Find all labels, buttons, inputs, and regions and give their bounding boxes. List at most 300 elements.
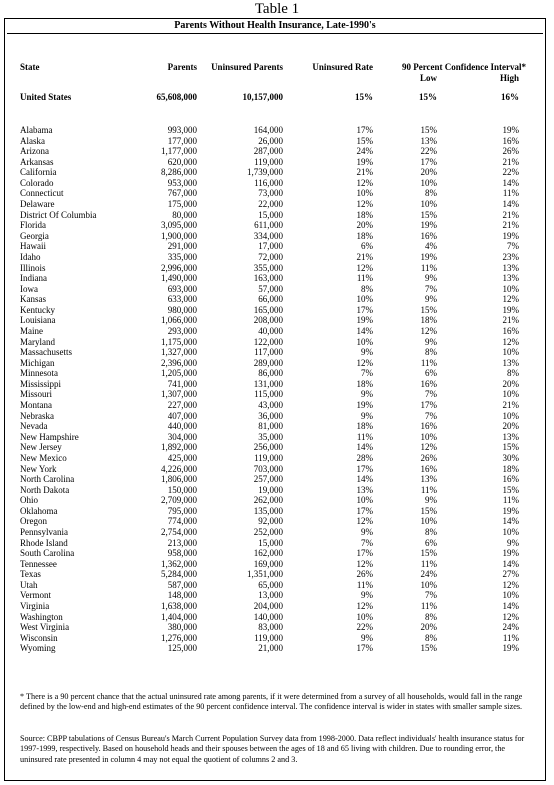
cell-uninsured: 131,000 (253, 378, 283, 389)
cell-low: 12% (420, 325, 437, 336)
cell-state: Texas (20, 569, 41, 580)
cell-high: 11% (502, 632, 519, 643)
cell-low: 15% (420, 304, 437, 315)
cell-high: 30% (502, 452, 519, 463)
cell-parents: 1,177,000 (161, 146, 197, 157)
cell-low: 17% (420, 156, 437, 167)
cell-state: Kansas (20, 294, 46, 305)
cell-uninsured: 15,000 (258, 537, 283, 548)
cell-uninsured: 65,000 (258, 579, 283, 590)
cell-parents: 150,000 (167, 484, 197, 495)
cell-high: 22% (502, 167, 519, 178)
cell-state: Oregon (20, 516, 47, 527)
cell-state: Nevada (20, 421, 48, 432)
table-row (5, 252, 545, 263)
cell-parents: 1,362,000 (161, 558, 197, 569)
header-low: Low (419, 73, 437, 83)
cell-high: 8% (507, 368, 519, 379)
cell-parents: 1,327,000 (161, 347, 197, 358)
cell-low: 7% (425, 410, 437, 421)
cell-state: New Hampshire (20, 431, 79, 442)
cell-parents: 8,286,000 (161, 167, 197, 178)
us-parents: 65,608,000 (156, 92, 197, 102)
header-parents: Parents (167, 62, 197, 72)
cell-low: 9% (425, 294, 437, 305)
cell-uninsured: 703,000 (253, 463, 283, 474)
cell-low: 7% (425, 590, 437, 601)
cell-parents: 148,000 (167, 590, 197, 601)
cell-parents: 440,000 (167, 421, 197, 432)
cell-uninsured: 35,000 (258, 431, 283, 442)
table-row (5, 337, 545, 348)
table-row (5, 590, 545, 601)
table-row (5, 601, 545, 612)
cell-uninsured: 116,000 (254, 177, 283, 188)
cell-state: Rhode Island (20, 537, 68, 548)
cell-uninsured: 355,000 (253, 262, 283, 273)
cell-high: 23% (502, 251, 519, 262)
table-row (5, 643, 545, 654)
cell-high: 16% (502, 135, 519, 146)
header-confidence-interval: 90 Percent Confidence Interval* (401, 62, 527, 72)
cell-low: 10% (420, 516, 437, 527)
table-row (5, 633, 545, 644)
cell-parents: 227,000 (167, 400, 197, 411)
cell-parents: 407,000 (167, 410, 197, 421)
cell-uninsured: 1,351,000 (247, 569, 283, 580)
cell-high: 27% (502, 569, 519, 580)
table-row (5, 548, 545, 559)
cell-low: 11% (420, 558, 437, 569)
cell-low: 8% (425, 611, 437, 622)
cell-high: 7% (507, 241, 519, 252)
cell-low: 19% (420, 251, 437, 262)
table-row (5, 125, 545, 136)
cell-uninsured: 115,000 (254, 389, 283, 400)
cell-parents: 587,000 (167, 579, 197, 590)
cell-uninsured: 81,000 (258, 421, 283, 432)
table-row (5, 495, 545, 506)
cell-low: 26% (420, 452, 437, 463)
cell-parents: 380,000 (167, 622, 197, 633)
cell-rate: 21% (356, 167, 373, 178)
cell-rate: 10% (356, 611, 373, 622)
table-row (5, 210, 545, 221)
cell-state: Florida (20, 220, 46, 231)
title-divider (7, 33, 543, 34)
cell-rate: 15% (356, 135, 373, 146)
cell-high: 24% (502, 622, 519, 633)
table-row (5, 580, 545, 591)
cell-rate: 9% (361, 632, 373, 643)
cell-high: 13% (502, 262, 519, 273)
cell-uninsured: 57,000 (258, 283, 283, 294)
cell-high: 10% (502, 347, 519, 358)
cell-uninsured: 119,000 (254, 156, 283, 167)
header-uninsured-rate: Uninsured Rate (312, 62, 373, 72)
cell-high: 13% (502, 357, 519, 368)
cell-state: Tennessee (20, 558, 57, 569)
cell-rate: 9% (361, 410, 373, 421)
header-state: State (20, 62, 40, 72)
cell-rate: 22% (356, 622, 373, 633)
cell-uninsured: 19,000 (258, 484, 283, 495)
cell-uninsured: 164,000 (253, 125, 283, 135)
cell-high: 10% (502, 410, 519, 421)
cell-low: 10% (420, 431, 437, 442)
cell-low: 15% (420, 643, 437, 654)
cell-parents: 693,000 (167, 283, 197, 294)
cell-rate: 10% (356, 294, 373, 305)
cell-state: Ohio (20, 495, 38, 506)
table-row (5, 358, 545, 369)
cell-low: 10% (420, 177, 437, 188)
header-high: High (499, 73, 519, 83)
cell-low: 16% (420, 378, 437, 389)
cell-state: North Dakota (20, 484, 70, 495)
cell-parents: 1,276,000 (161, 632, 197, 643)
cell-high: 12% (502, 294, 519, 305)
table-row (5, 411, 545, 422)
cell-state: Massachusetts (20, 347, 72, 358)
cell-uninsured: 17,000 (258, 241, 283, 252)
cell-parents: 4,226,000 (161, 463, 197, 474)
cell-uninsured: 92,000 (258, 516, 283, 527)
us-uninsured: 10,157,000 (242, 92, 283, 102)
cell-rate: 18% (356, 421, 373, 432)
cell-rate: 9% (361, 590, 373, 601)
cell-low: 24% (420, 569, 437, 580)
cell-high: 21% (502, 400, 519, 411)
cell-uninsured: 140,000 (253, 611, 283, 622)
cell-rate: 17% (356, 125, 373, 135)
cell-state: Mississippi (20, 378, 62, 389)
table-row (5, 167, 545, 178)
cell-state: Montana (20, 400, 52, 411)
cell-high: 19% (502, 230, 519, 241)
cell-high: 12% (502, 611, 519, 622)
cell-state: Missouri (20, 389, 53, 400)
cell-state: Indiana (20, 273, 47, 284)
table-row (5, 527, 545, 538)
us-state: United States (20, 92, 72, 102)
cell-uninsured: 119,000 (254, 632, 283, 643)
cell-low: 12% (420, 442, 437, 453)
cell-uninsured: 43,000 (258, 400, 283, 411)
cell-uninsured: 66,000 (258, 294, 283, 305)
cell-state: Nebraska (20, 410, 54, 421)
table-row (5, 178, 545, 189)
cell-parents: 953,000 (167, 177, 197, 188)
cell-high: 9% (507, 537, 519, 548)
cell-high: 20% (502, 421, 519, 432)
cell-state: Illinois (20, 262, 46, 273)
cell-rate: 9% (361, 526, 373, 537)
cell-low: 11% (420, 357, 437, 368)
cell-parents: 80,000 (172, 209, 197, 220)
table-row (5, 474, 545, 485)
cell-low: 7% (425, 283, 437, 294)
cell-state: Wisconsin (20, 632, 58, 643)
cell-parents: 1,806,000 (161, 474, 197, 485)
cell-parents: 1,490,000 (161, 273, 197, 284)
cell-uninsured: 334,000 (253, 230, 283, 241)
cell-parents: 1,205,000 (161, 368, 197, 379)
cell-low: 4% (425, 241, 437, 252)
cell-high: 19% (502, 304, 519, 315)
cell-state: Alabama (20, 125, 53, 135)
cell-state: Wyoming (20, 643, 56, 654)
cell-rate: 28% (356, 452, 373, 463)
cell-state: New Jersey (20, 442, 62, 453)
cell-state: Maryland (20, 336, 55, 347)
cell-state: North Carolina (20, 474, 75, 485)
cell-uninsured: 15,000 (258, 209, 283, 220)
table-row (5, 622, 545, 633)
us-rate: 15% (355, 92, 373, 102)
table-row (5, 326, 545, 337)
table-row (5, 432, 545, 443)
cell-parents: 993,000 (167, 125, 197, 135)
cell-state: Virginia (20, 601, 50, 612)
cell-parents: 767,000 (167, 188, 197, 199)
table-row (5, 315, 545, 326)
table-row (5, 612, 545, 623)
cell-high: 14% (502, 516, 519, 527)
cell-low: 17% (420, 400, 437, 411)
cell-uninsured: 252,000 (253, 526, 283, 537)
cell-rate: 13% (356, 484, 373, 495)
cell-low: 7% (425, 389, 437, 400)
cell-state: Hawaii (20, 241, 46, 252)
cell-rate: 10% (356, 188, 373, 199)
cell-rate: 12% (356, 262, 373, 273)
cell-high: 16% (502, 325, 519, 336)
cell-parents: 2,996,000 (161, 262, 197, 273)
cell-high: 10% (502, 389, 519, 400)
cell-uninsured: 169,000 (253, 558, 283, 569)
cell-low: 11% (420, 601, 437, 612)
cell-low: 16% (420, 463, 437, 474)
cell-state: California (20, 167, 57, 178)
cell-rate: 26% (356, 569, 373, 580)
cell-low: 8% (425, 526, 437, 537)
cell-uninsured: 135,000 (253, 505, 283, 516)
cell-rate: 18% (356, 209, 373, 220)
cell-rate: 18% (356, 230, 373, 241)
cell-rate: 11% (356, 273, 373, 284)
cell-high: 10% (502, 283, 519, 294)
cell-high: 19% (502, 643, 519, 654)
cell-low: 16% (420, 230, 437, 241)
cell-low: 15% (420, 209, 437, 220)
cell-low: 9% (425, 273, 437, 284)
cell-state: Oklahoma (20, 505, 58, 516)
cell-uninsured: 162,000 (253, 548, 283, 559)
table-row (5, 421, 545, 432)
table-row (5, 569, 545, 580)
cell-high: 14% (502, 177, 519, 188)
cell-uninsured: 26,000 (258, 135, 283, 146)
table-row (5, 368, 545, 379)
table-row (5, 516, 545, 527)
cell-parents: 1,066,000 (161, 315, 197, 326)
cell-uninsured: 257,000 (253, 474, 283, 485)
cell-state: South Carolina (20, 548, 75, 559)
cell-low: 8% (425, 188, 437, 199)
cell-uninsured: 208,000 (253, 315, 283, 326)
cell-parents: 620,000 (167, 156, 197, 167)
table-row (5, 199, 545, 210)
cell-rate: 9% (361, 389, 373, 400)
cell-state: New York (20, 463, 57, 474)
table-row (5, 263, 545, 274)
cell-high: 10% (502, 526, 519, 537)
cell-state: Louisiana (20, 315, 56, 326)
us-high: 16% (501, 92, 519, 102)
cell-state: Maine (20, 325, 43, 336)
cell-state: Georgia (20, 230, 49, 241)
table-frame (4, 18, 546, 781)
cell-low: 20% (420, 167, 437, 178)
cell-low: 6% (425, 537, 437, 548)
cell-state: Michigan (20, 357, 55, 368)
cell-rate: 9% (361, 347, 373, 358)
cell-low: 15% (420, 125, 437, 135)
cell-low: 9% (425, 495, 437, 506)
cell-low: 11% (420, 484, 437, 495)
cell-uninsured: 40,000 (258, 325, 283, 336)
table-row (5, 188, 545, 199)
cell-low: 10% (420, 199, 437, 210)
cell-high: 10% (502, 590, 519, 601)
us-low: 15% (419, 92, 437, 102)
cell-high: 13% (502, 273, 519, 284)
cell-high: 15% (502, 442, 519, 453)
table-row (5, 506, 545, 517)
cell-state: Connecticut (20, 188, 64, 199)
cell-rate: 14% (356, 442, 373, 453)
cell-high: 21% (502, 315, 519, 326)
cell-low: 18% (420, 315, 437, 326)
table-row (5, 379, 545, 390)
table-row (5, 136, 545, 147)
cell-uninsured: 117,000 (254, 347, 283, 358)
cell-parents: 335,000 (167, 251, 197, 262)
cell-uninsured: 287,000 (253, 146, 283, 157)
cell-state: New Mexico (20, 452, 67, 463)
cell-rate: 21% (356, 251, 373, 262)
cell-low: 19% (420, 220, 437, 231)
cell-rate: 6% (361, 241, 373, 252)
cell-high: 26% (502, 146, 519, 157)
cell-rate: 17% (356, 548, 373, 559)
table-row (5, 294, 545, 305)
cell-parents: 633,000 (167, 294, 197, 305)
cell-uninsured: 204,000 (253, 601, 283, 612)
cell-rate: 17% (356, 505, 373, 516)
cell-rate: 11% (356, 579, 373, 590)
cell-state: Alaska (20, 135, 45, 146)
table-row (5, 485, 545, 496)
cell-parents: 304,000 (167, 431, 197, 442)
cell-high: 11% (502, 188, 519, 199)
cell-rate: 19% (356, 315, 373, 326)
cell-low: 6% (425, 368, 437, 379)
cell-rate: 7% (361, 368, 373, 379)
state-rows (5, 125, 545, 654)
cell-parents: 741,000 (167, 378, 197, 389)
table-row (5, 305, 545, 316)
cell-high: 21% (502, 209, 519, 220)
cell-parents: 1,175,000 (161, 336, 197, 347)
source-note: Source: CBPP tabulations of Census Bureau's March Current Population Survey data from 1998-2000. Data reflect individuals' health insurance status for 1997-1999, respectively. Based on household heads and their spouses between the ages of 18 and 65 living with children. Due to rounding error, the uninsured rate presented in column 4 may not equal the quotient of columns 2 and 3. (20, 734, 525, 764)
cell-high: 18% (502, 463, 519, 474)
cell-uninsured: 163,000 (253, 273, 283, 284)
cell-rate: 12% (356, 558, 373, 569)
cell-uninsured: 262,000 (253, 495, 283, 506)
cell-high: 21% (502, 220, 519, 231)
cell-state: Utah (20, 579, 38, 590)
cell-high: 19% (502, 548, 519, 559)
table-row (5, 220, 545, 231)
cell-high: 12% (502, 579, 519, 590)
cell-state: Delaware (20, 199, 55, 210)
cell-rate: 12% (356, 177, 373, 188)
cell-uninsured: 83,000 (258, 622, 283, 633)
cell-rate: 12% (356, 357, 373, 368)
cell-rate: 17% (356, 304, 373, 315)
cell-state: Minnesota (20, 368, 58, 379)
cell-uninsured: 22,000 (258, 199, 283, 210)
cell-rate: 17% (356, 463, 373, 474)
table-row (5, 538, 545, 549)
cell-high: 19% (502, 505, 519, 516)
cell-parents: 1,900,000 (161, 230, 197, 241)
cell-state: Iowa (20, 283, 38, 294)
cell-parents: 1,638,000 (161, 601, 197, 612)
cell-rate: 10% (356, 336, 373, 347)
cell-uninsured: 122,000 (253, 336, 283, 347)
cell-parents: 1,892,000 (161, 442, 197, 453)
cell-high: 14% (502, 601, 519, 612)
table-row (5, 453, 545, 464)
cell-state: West Virginia (20, 622, 70, 633)
cell-uninsured: 73,000 (258, 188, 283, 199)
cell-low: 15% (420, 505, 437, 516)
cell-uninsured: 289,000 (253, 357, 283, 368)
cell-state: Pennsylvania (20, 526, 68, 537)
header-uninsured-parents: Uninsured Parents (211, 62, 283, 72)
footnote: * There is a 90 percent chance that the actual uninsured rate among parents, if it were determined from a survey of all households, would fall in the range defined by the low-end and high-end estimates of the 90 percent confidence interval. The confidence interval is wider in states with smaller sample sizes. (20, 692, 523, 712)
cell-state: Washington (20, 611, 63, 622)
cell-rate: 11% (356, 431, 373, 442)
cell-rate: 24% (356, 146, 373, 157)
cell-high: 21% (502, 156, 519, 167)
table-row (5, 241, 545, 252)
cell-rate: 12% (356, 601, 373, 612)
cell-state: Arizona (20, 146, 49, 157)
cell-rate: 12% (356, 516, 373, 527)
table-row (5, 157, 545, 168)
cell-rate: 8% (361, 283, 373, 294)
table-row (5, 284, 545, 295)
cell-high: 16% (502, 474, 519, 485)
table-row (5, 442, 545, 453)
cell-uninsured: 86,000 (258, 368, 283, 379)
table-row (5, 231, 545, 242)
cell-rate: 20% (356, 220, 373, 231)
